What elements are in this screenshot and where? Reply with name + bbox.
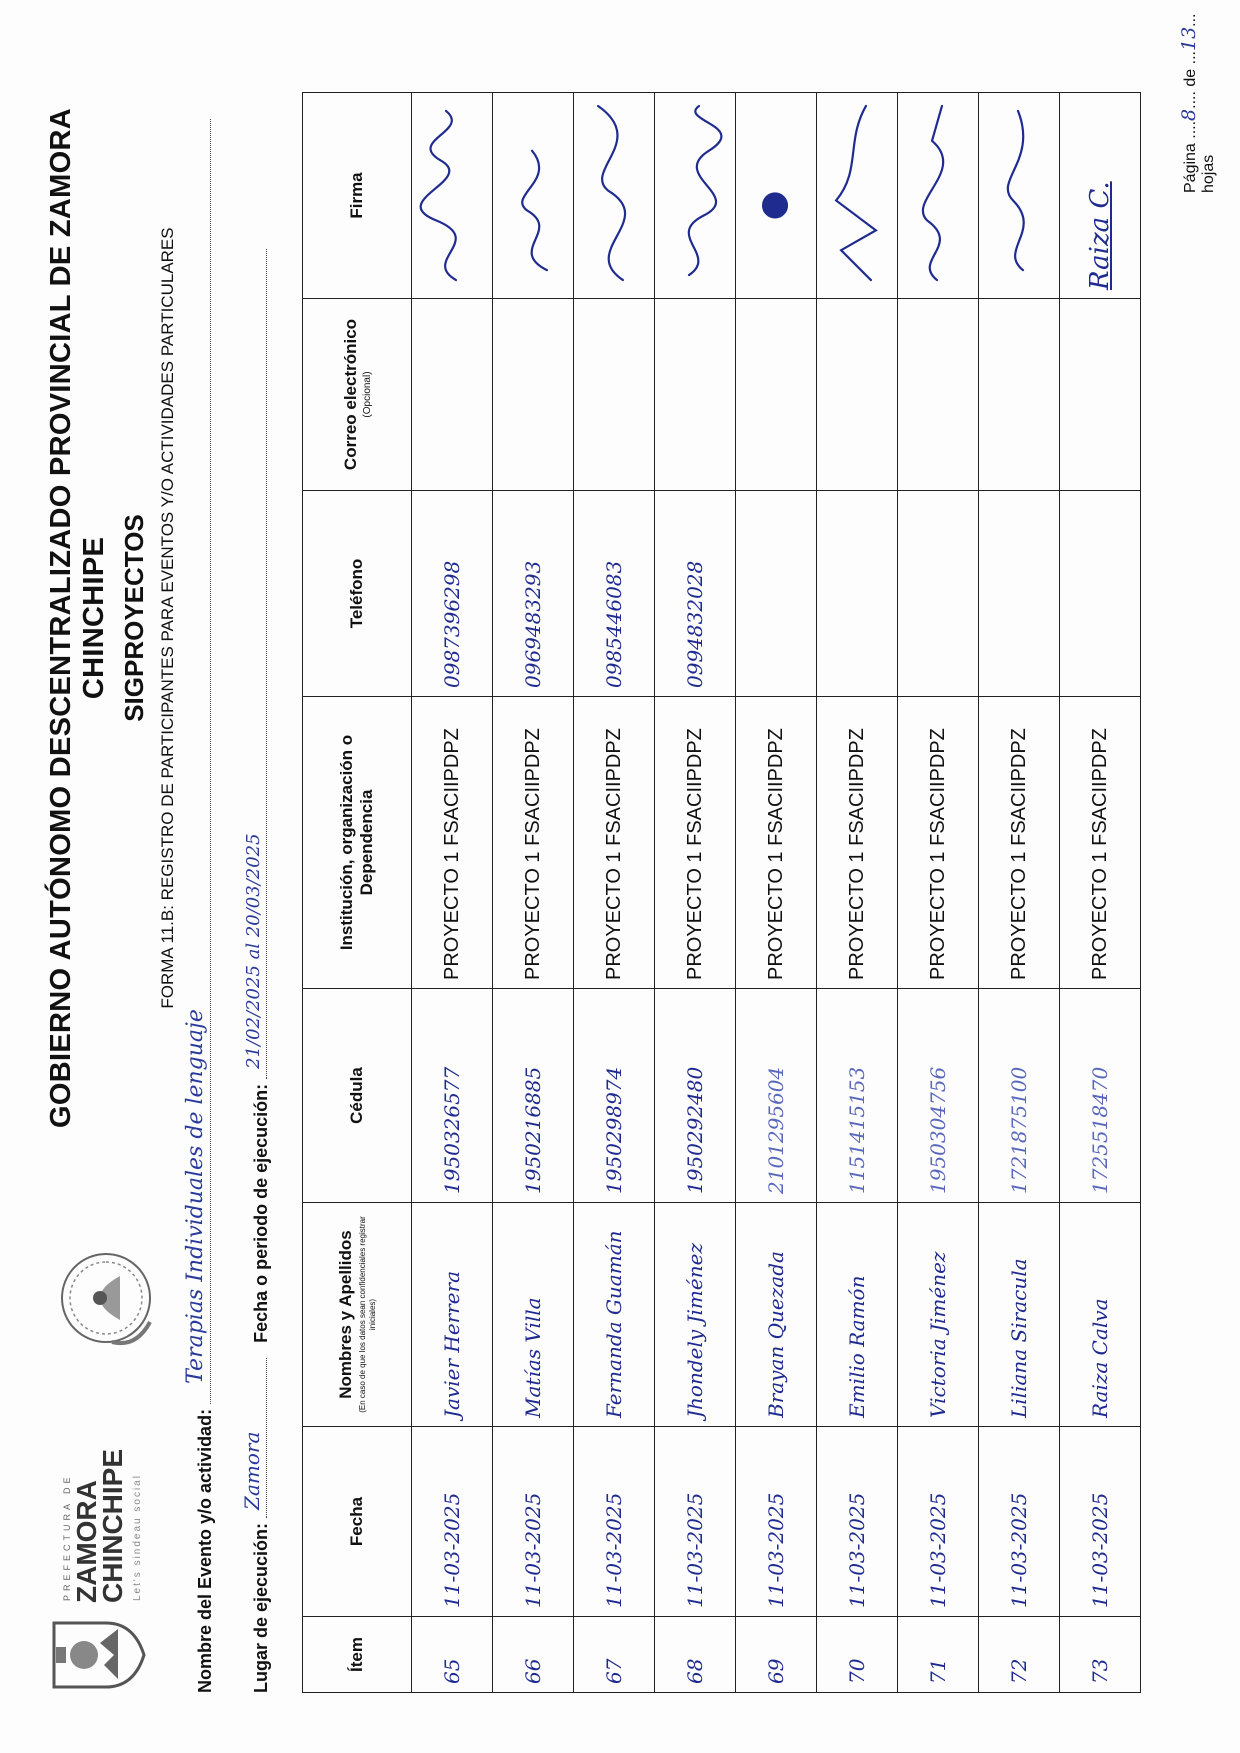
cell-telefono <box>817 491 898 697</box>
handwritten-signature-icon <box>902 101 974 290</box>
cell-telefono: 0985446083 <box>574 491 655 697</box>
cell-telefono <box>979 491 1060 697</box>
circular-emblem-icon <box>56 1248 156 1348</box>
cell-nombre: Emilio Ramón <box>817 1203 898 1427</box>
header-nombres <box>303 1203 412 1427</box>
cell-item: 68 <box>655 1617 736 1693</box>
cell-nombre: Jhondely Jiménez <box>655 1203 736 1427</box>
period-line <box>243 249 267 1079</box>
cell-item: 72 <box>979 1617 1060 1693</box>
header-item: Ítem <box>303 1617 412 1693</box>
cell-firma <box>898 93 979 299</box>
cell-institucion: PROYECTO 1 FSACIIPDPZ <box>412 697 493 989</box>
cell-item: 73 <box>1060 1617 1141 1693</box>
total-pages: 13 <box>1178 26 1200 52</box>
handwritten-signature-icon <box>416 101 488 290</box>
cell-fecha: 11-03-2025 <box>736 1427 817 1617</box>
cell-firma <box>412 93 493 299</box>
event-name-label: Nombre del Evento y/o actividad: <box>195 1408 215 1693</box>
table-row <box>412 93 493 1693</box>
handwritten-signature-icon <box>821 101 893 290</box>
cell-correo <box>412 299 493 491</box>
cell-cedula: 1950216885 <box>493 989 574 1203</box>
place-value: Zamora <box>240 1431 264 1510</box>
cell-institucion: PROYECTO 1 FSACIIPDPZ <box>493 697 574 989</box>
cell-institucion: PROYECTO 1 FSACIIPDPZ <box>898 697 979 989</box>
cell-institucion: PROYECTO 1 FSACIIPDPZ <box>736 697 817 989</box>
logo-prefix: PREFECTURA DE <box>62 1473 72 1601</box>
handwritten-signature-icon <box>983 101 1055 290</box>
logo-tagline: Let's sindeau social <box>132 1474 143 1601</box>
table-row <box>817 93 898 1693</box>
cell-cedula: 1950292480 <box>655 989 736 1203</box>
cell-item: 66 <box>493 1617 574 1693</box>
logo-wordmark <box>71 1448 128 1603</box>
handwritten-signature-icon <box>659 101 731 290</box>
provincial-shield-icon <box>48 1617 148 1693</box>
header-fecha: Fecha <box>303 1427 412 1617</box>
header-firma: Firma <box>303 93 412 299</box>
cell-fecha: 11-03-2025 <box>979 1427 1060 1617</box>
cell-telefono: 0969483293 <box>493 491 574 697</box>
table-row <box>979 93 1060 1693</box>
cell-item: 70 <box>817 1617 898 1693</box>
header-cedula: Cédula <box>303 989 412 1203</box>
page-number: 8 <box>1178 108 1200 121</box>
cell-fecha: 11-03-2025 <box>574 1427 655 1617</box>
cell-nombre: Javier Herrera <box>412 1203 493 1427</box>
table-row <box>493 93 574 1693</box>
place-label: Lugar de ejecución: <box>251 1522 271 1693</box>
cell-telefono <box>898 491 979 697</box>
event-name-field <box>183 119 216 1693</box>
cell-correo <box>655 299 736 491</box>
page-label: Página <box>1182 143 1199 193</box>
cell-item: 71 <box>898 1617 979 1693</box>
cell-telefono: 0987396298 <box>412 491 493 697</box>
signature-stroke <box>836 106 876 280</box>
government-title: GOBIERNO AUTÓNOMO DESCENTRALIZADO PROVINCIAL DE ZAMORA CHINCHIPE <box>45 108 110 1128</box>
system-title: SIGPROYECTOS <box>119 514 149 722</box>
prefectura-logo <box>48 1173 163 1693</box>
header-correo-label: Correo electrónico <box>341 318 360 471</box>
header-nombres-label: Nombres y Apellidos <box>336 1230 355 1399</box>
logo-word-zamora: ZAMORA <box>71 1480 102 1603</box>
header-correo-note: (Opcional) <box>362 371 373 418</box>
handwritten-signature-icon <box>578 101 650 290</box>
cell-correo <box>736 299 817 491</box>
of-label: de <box>1182 68 1199 87</box>
table-row <box>898 93 979 1693</box>
table-row <box>736 93 817 1693</box>
event-name-line <box>183 119 211 1404</box>
cell-firma <box>979 93 1060 299</box>
cell-cedula: 2101295604 <box>736 989 817 1203</box>
header-nombres-note: (En caso de que los datos sean confidenciales registrar iniciales) <box>358 1216 377 1413</box>
cell-telefono <box>1060 491 1141 697</box>
cell-cedula: 1950326577 <box>412 989 493 1203</box>
cell-institucion: PROYECTO 1 FSACIIPDPZ <box>817 697 898 989</box>
table-header-row <box>303 93 412 1693</box>
cell-firma <box>493 93 574 299</box>
cell-firma: Raiza C. <box>1060 93 1141 299</box>
table-body <box>412 93 1141 1693</box>
cell-institucion: PROYECTO 1 FSACIIPDPZ <box>574 697 655 989</box>
signature-stroke <box>923 106 943 280</box>
cell-correo <box>979 299 1060 491</box>
cell-fecha: 11-03-2025 <box>493 1427 574 1617</box>
table-row <box>574 93 655 1693</box>
cell-cedula: 1950304756 <box>898 989 979 1203</box>
handwritten-signature-icon <box>497 101 569 290</box>
header-telefono: Teléfono <box>303 491 412 697</box>
cell-nombre: Brayan Quezada <box>736 1203 817 1427</box>
table-row <box>1060 93 1141 1693</box>
pages-label: hojas <box>1200 154 1217 193</box>
cell-fecha: 11-03-2025 <box>898 1427 979 1617</box>
cell-nombre: Liliana Siracula <box>979 1203 1060 1427</box>
header-correo <box>303 299 412 491</box>
signature-stroke <box>763 194 787 218</box>
cell-correo <box>817 299 898 491</box>
signature-stroke <box>598 106 625 280</box>
handwritten-signature-icon <box>740 101 812 290</box>
cell-cedula: 1950298974 <box>574 989 655 1203</box>
cell-correo <box>574 299 655 491</box>
place-line <box>240 1358 267 1518</box>
cell-firma <box>817 93 898 299</box>
form-titles <box>45 43 178 1193</box>
cell-cedula: 1151415153 <box>817 989 898 1203</box>
cell-cedula: 1725518470 <box>1060 989 1141 1203</box>
cell-telefono: 0994832028 <box>655 491 736 697</box>
page-count: Página ....8.... de ...13... hojas <box>1178 13 1217 193</box>
cell-item: 67 <box>574 1617 655 1693</box>
logo-word-chinchipe: CHINCHIPE <box>97 1448 128 1603</box>
cell-correo <box>493 299 574 491</box>
cell-correo <box>898 299 979 491</box>
cell-correo <box>1060 299 1141 491</box>
cell-nombre: Fernanda Guamán <box>574 1203 655 1427</box>
cell-item: 65 <box>412 1617 493 1693</box>
period-label: Fecha o periodo de ejecución: <box>251 1083 271 1343</box>
cell-firma <box>655 93 736 299</box>
form-title: FORMA 11.B: REGISTRO DE PARTICIPANTES PARA EVENTOS Y/O ACTIVIDADES PARTICULARES <box>158 227 177 1009</box>
cell-nombre: Raiza Calva <box>1060 1203 1141 1427</box>
signature-stroke <box>689 106 722 275</box>
cell-firma <box>736 93 817 299</box>
place-period-field <box>240 249 272 1693</box>
signature-stroke <box>421 111 456 280</box>
cell-firma <box>574 93 655 299</box>
period-value: 21/02/2025 al 20/03/2025 <box>243 833 264 1069</box>
table-row <box>655 93 736 1693</box>
cell-cedula: 1721875100 <box>979 989 1060 1203</box>
event-name-value: Terapias Individuales de lenguaje <box>183 1009 208 1384</box>
cell-institucion: PROYECTO 1 FSACIIPDPZ <box>1060 697 1141 989</box>
cell-fecha: 11-03-2025 <box>1060 1427 1141 1617</box>
header-institucion: Institución, organización o Dependencia <box>303 697 412 989</box>
cell-institucion: PROYECTO 1 FSACIIPDPZ <box>979 697 1060 989</box>
cell-item: 69 <box>736 1617 817 1693</box>
cell-fecha: 11-03-2025 <box>655 1427 736 1617</box>
cell-fecha: 11-03-2025 <box>412 1427 493 1617</box>
participants-table <box>302 92 1141 1693</box>
signature-stroke <box>1008 111 1024 270</box>
cell-institucion: PROYECTO 1 FSACIIPDPZ <box>655 697 736 989</box>
cell-nombre: Matías Villa <box>493 1203 574 1427</box>
cell-telefono <box>736 491 817 697</box>
cell-fecha: 11-03-2025 <box>817 1427 898 1617</box>
signature-stroke <box>522 151 547 270</box>
cell-nombre: Victoria Jiménez <box>898 1203 979 1427</box>
